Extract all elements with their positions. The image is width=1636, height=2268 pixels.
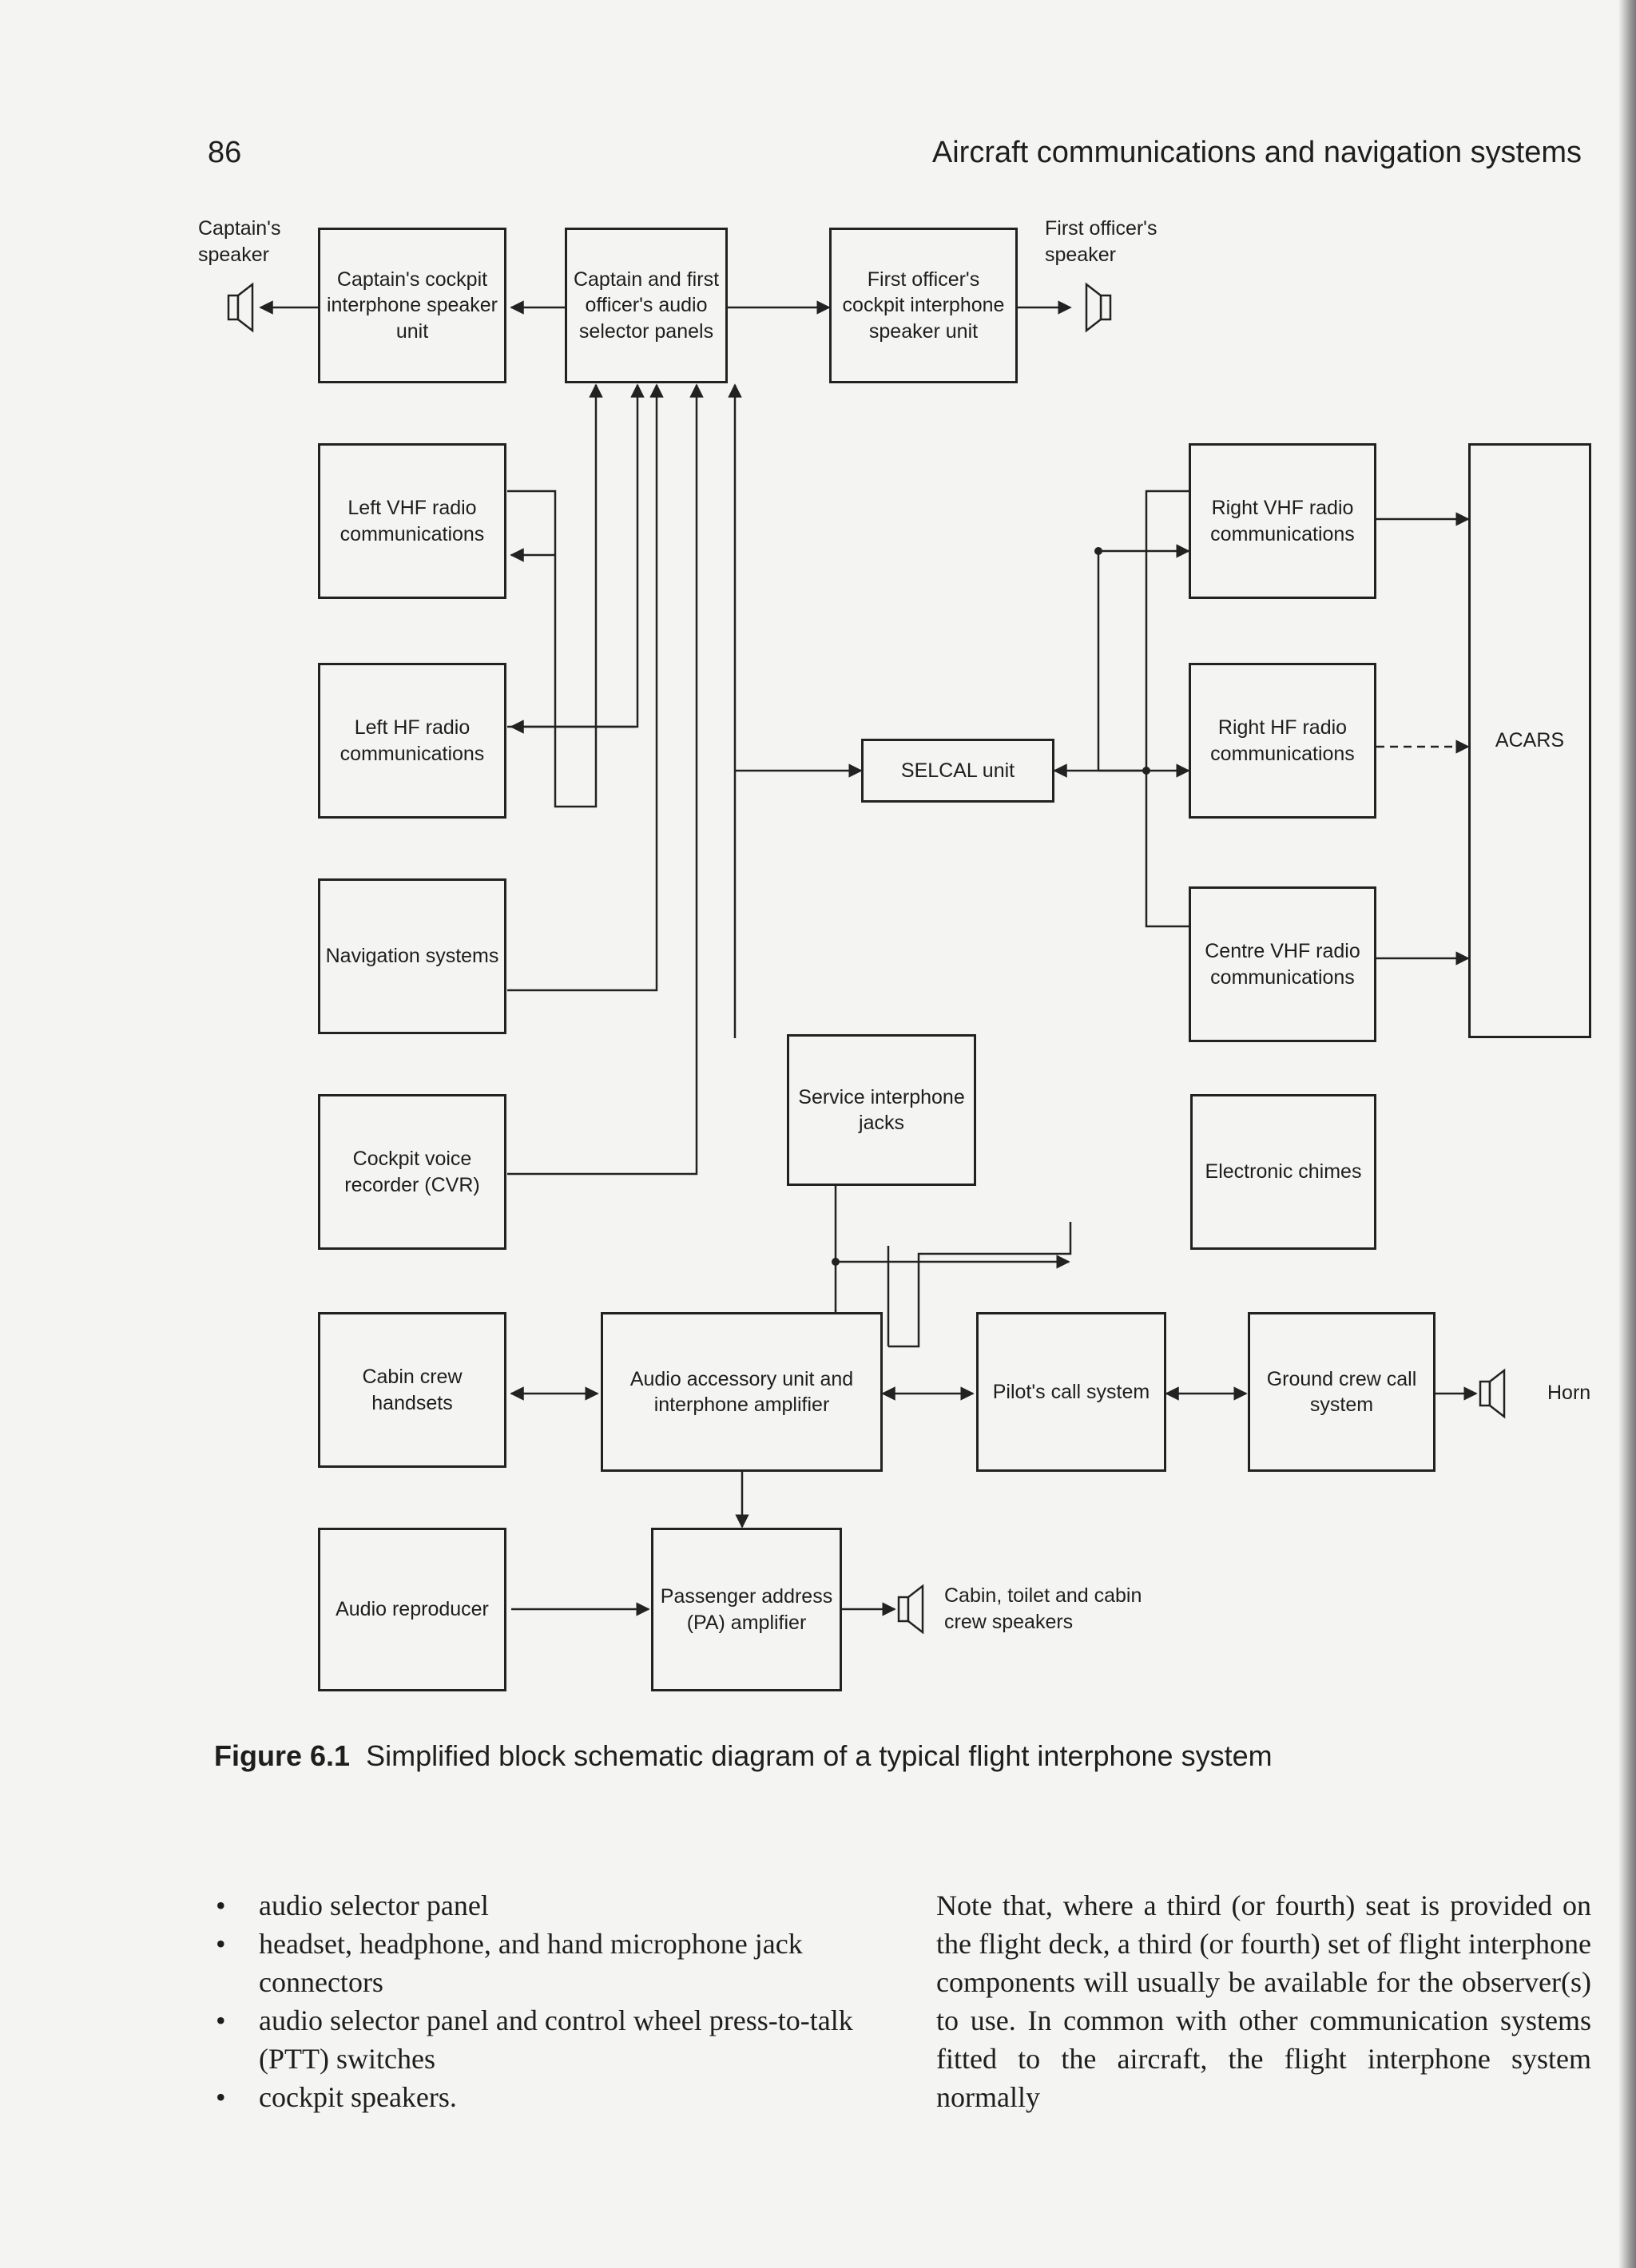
page-number: 86 [208, 136, 242, 169]
centre-vhf-label: Centre VHF radio communications [1205, 940, 1360, 989]
cvr-box [318, 1094, 506, 1250]
bullet-list [209, 1886, 872, 2116]
pilots-call-box [976, 1312, 1166, 1472]
figure-caption [214, 1739, 1273, 1773]
horn-icon [1480, 1370, 1504, 1417]
note-paragraph: Note that, where a third (or fourth) seat is provided on the flight deck, a third (or fourth) set of flight interphone components will usually be available for the observer(s) to use. In common with other communication systems fitted to the aircraft, the flight interphone system normally [936, 1889, 1591, 2113]
cvr-label: Cockpit voice recorder (CVR) [344, 1148, 480, 1196]
service-jacks-label: Service interphone jacks [798, 1085, 965, 1134]
ground-crew-call-box [1248, 1312, 1435, 1472]
right-vhf-label: Right VHF radio communications [1210, 497, 1355, 545]
audio-accessory-label: Audio accessory unit and interphone amplifier [629, 1367, 854, 1416]
running-title: Aircraft communications and navigation systems [931, 136, 1582, 169]
speaker-icon [228, 284, 252, 331]
captain-cockpit-speaker-unit [318, 228, 506, 383]
captain-cockpit-label: Captain's cockpit interphone speaker unit [326, 268, 498, 343]
fo-cockpit-label: First officer's cockpit interphone speaker unit [842, 268, 1005, 343]
right-hf-label: Right HF radio communications [1210, 716, 1355, 765]
electronic-chimes-label: Electronic chimes [1205, 1160, 1362, 1184]
audio-selector-panels [565, 228, 728, 383]
left-hf-label: Left HF radio communications [340, 716, 485, 765]
pa-amplifier-box [651, 1528, 842, 1691]
cabin-crew-handsets-label: Cabin crew handsets [362, 1366, 463, 1414]
cabin-crew-handsets-box [318, 1312, 506, 1468]
figure-caption-text: Simplified block schematic diagram of a typical flight interphone system [366, 1739, 1273, 1772]
cabin-speakers-label: Cabin, toilet and cabin crew speakers [944, 1584, 1142, 1633]
service-interphone-jacks-box [787, 1034, 976, 1186]
list-item: • cockpit speakers. [209, 2078, 872, 2116]
figure-label: Figure 6.1 [214, 1739, 351, 1772]
left-hf-box [318, 663, 506, 819]
navigation-box [318, 878, 506, 1034]
electronic-chimes-box [1190, 1094, 1376, 1250]
right-hf-box [1189, 663, 1376, 819]
acars-label: ACARS [1495, 729, 1565, 752]
speaker-icon [1086, 284, 1110, 331]
fo-speaker-label: First officer's speaker [1045, 217, 1158, 266]
ground-crew-call-label: Ground crew call system [1266, 1367, 1417, 1416]
pa-amplifier-label: Passenger address (PA) amplifier [660, 1585, 833, 1634]
cabin-speaker-icon [899, 1586, 923, 1632]
selcal-box [861, 739, 1054, 803]
audio-accessory-unit-box [601, 1312, 883, 1472]
audio-reproducer-label: Audio reproducer [336, 1598, 489, 1621]
audio-reproducer-box [318, 1528, 506, 1691]
fo-cockpit-speaker-unit [829, 228, 1018, 383]
left-vhf-label: Left VHF radio communications [340, 497, 485, 545]
selcal-label: SELCAL unit [900, 759, 1015, 782]
captain-speaker-label: Captain's speaker [198, 217, 281, 266]
acars-box [1468, 443, 1591, 1038]
centre-vhf-box [1189, 886, 1376, 1042]
audio-selector-label: Captain and first officer's audio selector panels [573, 268, 720, 343]
page-edge [1618, 0, 1636, 2268]
horn-label: Horn [1547, 1382, 1591, 1404]
right-vhf-box [1189, 443, 1376, 599]
list-item: • audio selector panel and control wheel press-to-talk (PTT) switches [209, 2001, 872, 2078]
list-item: • audio selector panel [209, 1886, 872, 1925]
pilots-call-label: Pilot's call system [992, 1380, 1150, 1403]
list-item: • headset, headphone, and hand microphone jack connectors [209, 1925, 872, 2001]
navigation-label: Navigation systems [325, 945, 499, 968]
left-vhf-box [318, 443, 506, 599]
